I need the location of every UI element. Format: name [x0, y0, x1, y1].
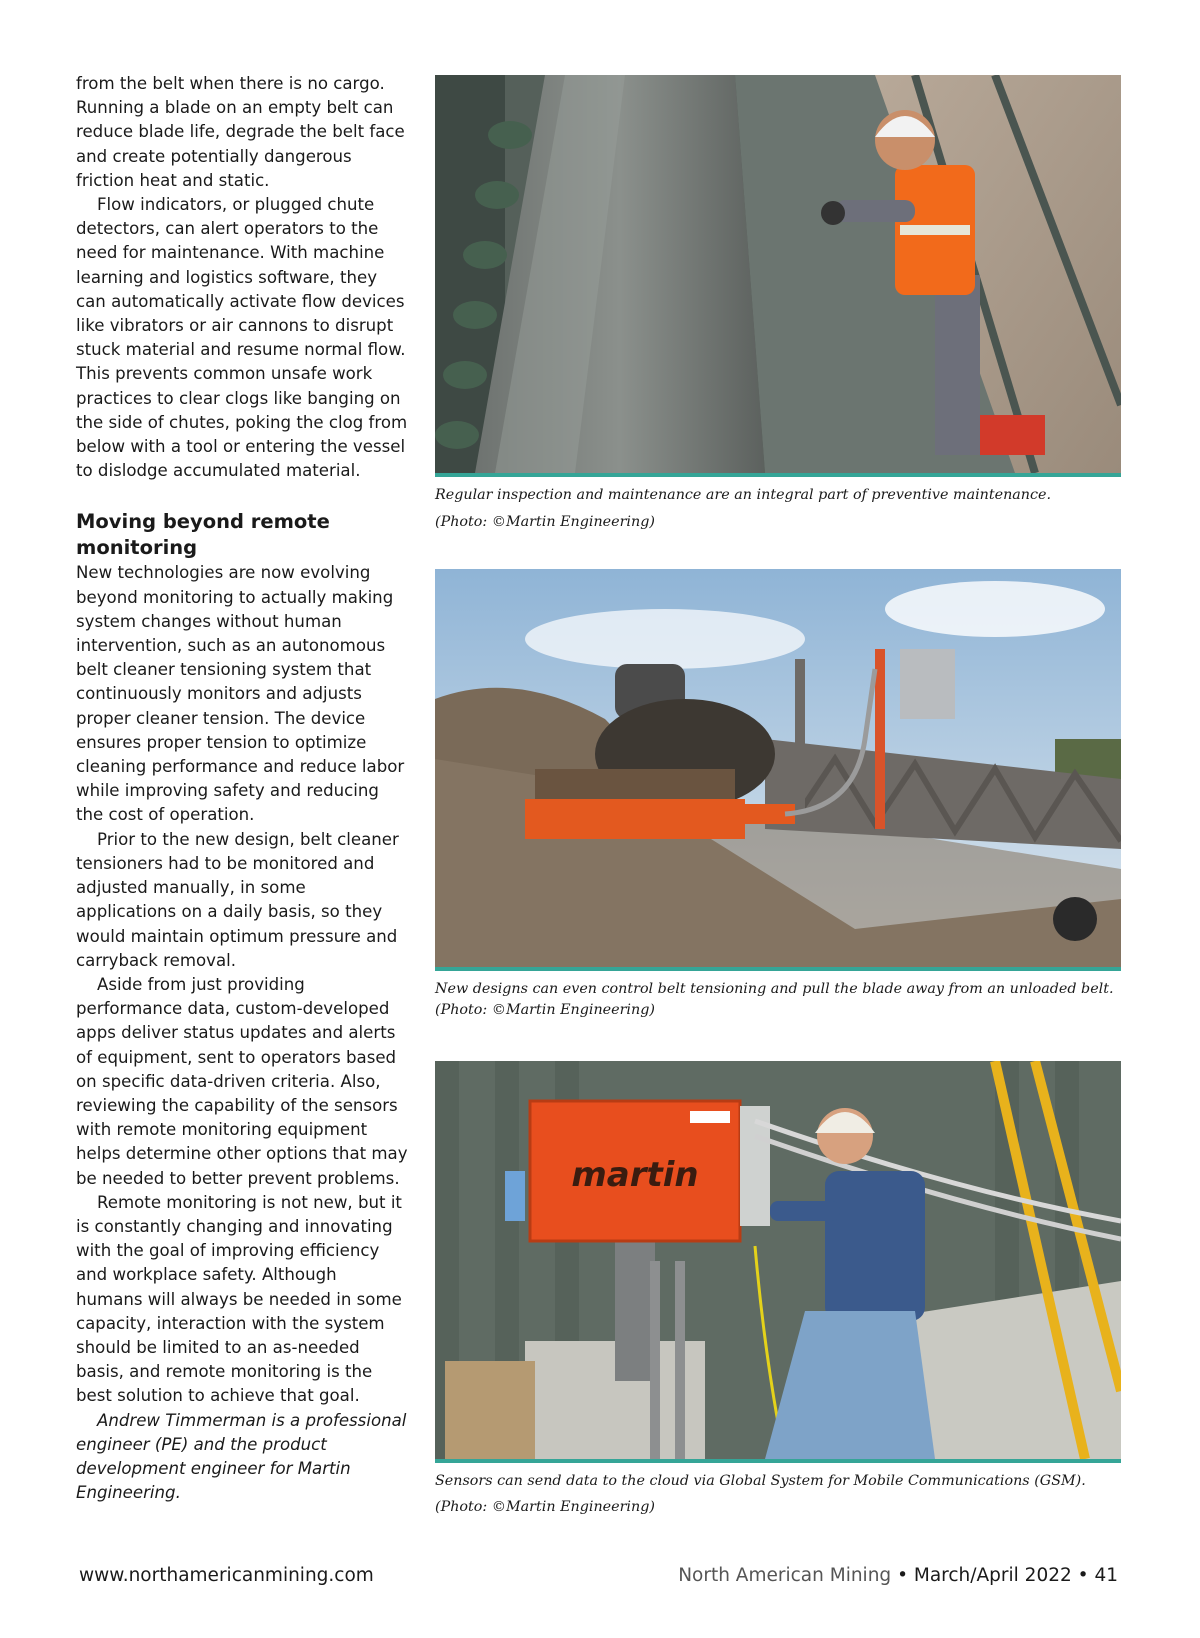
article-paragraph: New technologies are now evolving beyond monitoring to actually making system changes without human intervention, such as an autonomous belt cleaner tensioning system that continuously monitors and adjusts proper cleaner tension. The device ensures proper tension to optimize cleaning performance and reduce labor while improving safety and reducing the cost of operation. — [76, 563, 405, 825]
footer-separator: • — [1077, 1565, 1089, 1586]
article-paragraph: Remote monitoring is not new, but it is constantly changing and innovating with the goal of improving efficiency and workplace safety. Although humans will always be needed in some capacity, interaction with the system should be limited to an as-needed basis, and remote monitoring is the best solution to achieve that goal. — [76, 1192, 402, 1406]
photo-conveyor-inspection — [435, 75, 1121, 477]
article-paragraph: from the belt when there is no cargo. Running a blade on an empty belt can reduce blade life, degrade the belt face and create potentially dangerous friction heat and static. — [76, 74, 405, 190]
footer-folio — [678, 1564, 1118, 1588]
martin-logo: martin — [571, 1155, 699, 1195]
footer-issue: March/April 2022 — [913, 1565, 1072, 1586]
footer-website: www.northamericanmining.com — [79, 1565, 374, 1586]
section-heading: Moving beyond remote monitoring — [76, 510, 330, 560]
article-paragraph: Prior to the new design, belt cleaner tensioners had to be monitored and adjusted manually, in some applications on a daily basis, so they would maintain optimum pressure and carryback removal. — [76, 829, 399, 970]
footer-separator: • — [897, 1565, 908, 1586]
photo-gsm-enclosure-image — [435, 1061, 1121, 1459]
photo-gsm-enclosure — [435, 1061, 1121, 1463]
caption-text: Regular inspection and maintenance are an integral part of preventive maintenance. — [435, 487, 1052, 503]
article-paragraph: Flow indicators, or plugged chute detectors, can alert operators to the need for maintenance. With machine learning and logistics software, they can automatically activate flow devices like vibrators or air cannons to disrupt stuck material and resume normal flow. This prevents common unsafe work practices to clear clogs like banging on the side of chutes, poking the clog from below with a tool or entering the vessel to dislodge accumulated material. — [76, 195, 408, 481]
author-bio: Andrew Timmerman is a professional engineer (PE) and the product development engineer for Martin Engineering. — [76, 1410, 407, 1503]
article-column — [76, 72, 408, 1505]
photo-belt-tensioner — [435, 569, 1121, 971]
caption-text: Sensors can send data to the cloud via Global System for Mobile Communications (GSM). — [435, 1473, 1086, 1489]
photo-credit: (Photo: ©Martin Engineering) — [435, 514, 655, 530]
photo-credit: (Photo: ©Martin Engineering) — [435, 1002, 655, 1018]
photo-caption — [435, 485, 1125, 533]
photo-caption — [435, 1471, 1125, 1518]
article-paragraph: Aside from just providing performance data, custom-developed apps deliver status updates and alerts of equipment, sent to operators based on specific data-driven criteria. Also, reviewing the capability of the sensors with remote monitoring equipment helps determine other options that may be needed to better prevent problems. — [76, 974, 408, 1188]
caption-text: New designs can even control belt tensioning and pull the blade away from an unloaded belt. — [435, 981, 1114, 997]
photo-credit: (Photo: ©Martin Engineering) — [435, 1499, 655, 1515]
photo-belt-tensioner-image — [435, 569, 1121, 967]
page-number: 41 — [1094, 1565, 1118, 1586]
photo-conveyor-inspection-image — [435, 75, 1121, 473]
footer-publication: North American Mining — [678, 1565, 892, 1586]
photo-caption — [435, 979, 1125, 1021]
